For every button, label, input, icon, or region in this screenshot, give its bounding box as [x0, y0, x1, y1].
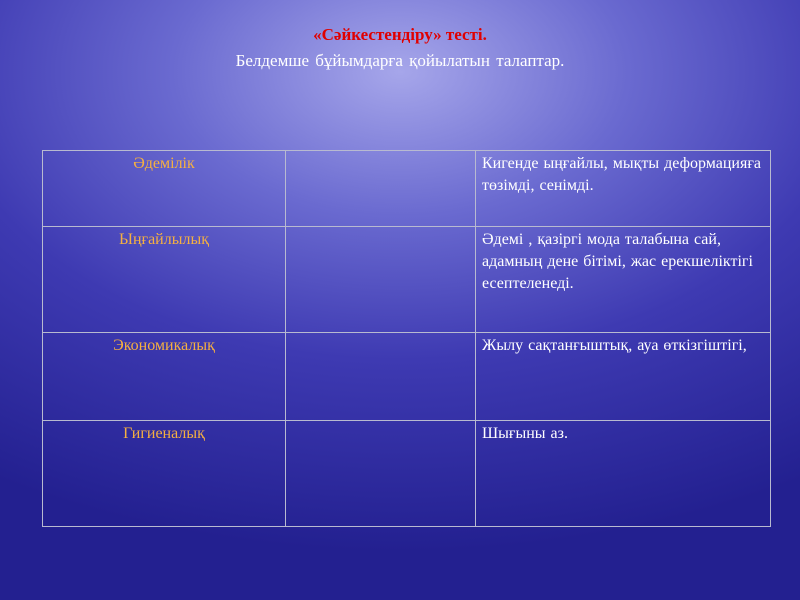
description-cell: Жылу сақтанғыштық, ауа өткізгіштігі, [476, 333, 771, 421]
table-row [43, 421, 771, 527]
table-row [43, 333, 771, 421]
description-cell: Кигенде ыңғайлы, мықты деформацияға төзімді, сенімді. [476, 151, 771, 227]
slide-title: «Сәйкестендіру» тесті. [313, 25, 487, 44]
answer-blank-cell [286, 333, 476, 421]
slide-subtitle: Белдемше бұйымдарға қойылатын талаптар. [235, 51, 565, 70]
description-cell: Әдемі , қазіргі мода талабына сай, адамның дене бітімі, жас ерекшеліктігі есептеленеді. [476, 227, 771, 333]
requirement-term-cell: Әдемілік [43, 151, 286, 227]
description-cell: Шығыны аз. [476, 421, 771, 527]
answer-blank-cell [286, 151, 476, 227]
answer-blank-cell [286, 227, 476, 333]
requirement-term-cell: Ыңғайлылық [43, 227, 286, 333]
requirement-term-cell: Экономикалық [43, 333, 286, 421]
matching-table [42, 150, 771, 527]
requirement-term-cell: Гигиеналық [43, 421, 286, 527]
answer-blank-cell [286, 421, 476, 527]
table-row [43, 227, 771, 333]
table-row [43, 151, 771, 227]
